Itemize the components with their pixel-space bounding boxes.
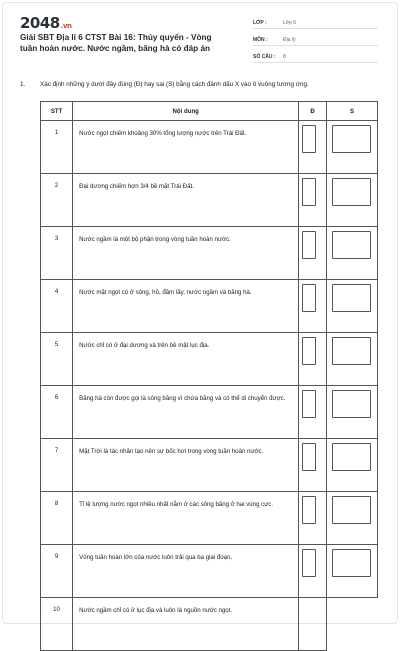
meta-row-count — [253, 49, 378, 63]
header-false: S — [326, 102, 377, 121]
row-statement: Đại dương chiếm hơn 3/4 bề mặt Trái Đất. — [73, 174, 299, 227]
true-checkbox[interactable] — [302, 337, 316, 365]
false-cell — [326, 333, 377, 386]
true-checkbox[interactable] — [302, 231, 316, 259]
false-cell — [326, 280, 377, 333]
false-checkbox[interactable] — [332, 231, 371, 259]
false-checkbox[interactable] — [332, 390, 371, 418]
row-statement: Băng hà còn được gọi là sông băng vì chứa băng và có thể di chuyển được. — [73, 386, 299, 439]
table-row — [41, 174, 378, 227]
true-cell — [299, 280, 327, 333]
table-row — [41, 492, 378, 545]
true-checkbox[interactable] — [302, 125, 316, 153]
header-true: Đ — [299, 102, 327, 121]
row-statement: Nước chỉ có ở đại dương và trên bề mặt lục địa. — [73, 333, 299, 386]
false-cell — [326, 227, 377, 280]
empty-cell — [326, 598, 377, 651]
true-checkbox[interactable] — [302, 390, 316, 418]
false-checkbox[interactable] — [332, 337, 371, 365]
row-statement: Vòng tuần hoàn lớn của nước luôn trải qua ba giai đoạn. — [73, 545, 299, 598]
true-checkbox[interactable] — [302, 549, 316, 577]
row-number: 3 — [41, 227, 73, 280]
false-cell — [326, 545, 377, 598]
table-row — [41, 227, 378, 280]
table-row — [41, 598, 378, 651]
row-number: 2 — [41, 174, 73, 227]
false-checkbox[interactable] — [332, 284, 371, 312]
false-checkbox[interactable] — [332, 443, 371, 471]
meta-panel — [253, 15, 378, 66]
true-checkbox[interactable] — [302, 178, 316, 206]
false-cell — [326, 492, 377, 545]
row-statement: Nước ngọt chiếm khoảng 30% tổng lượng nước trên Trái Đất. — [73, 121, 299, 174]
header-content: Nội dung — [73, 102, 299, 121]
true-checkbox[interactable] — [302, 284, 316, 312]
row-statement: Nước ngầm chỉ có ở lục địa và luôn là nguồn nước ngọt. — [73, 598, 299, 651]
true-cell — [299, 386, 327, 439]
true-cell — [299, 439, 327, 492]
row-number: 10 — [41, 598, 73, 651]
row-statement: Nước ngầm là một bộ phận trong vòng tuần hoàn nước. — [73, 227, 299, 280]
table-row — [41, 439, 378, 492]
row-number: 7 — [41, 439, 73, 492]
false-cell — [326, 121, 377, 174]
false-checkbox[interactable] — [332, 549, 371, 577]
logo-suffix: .vn — [60, 22, 72, 30]
meta-key: LỚP : — [253, 20, 267, 26]
true-cell — [299, 333, 327, 386]
row-number: 5 — [41, 333, 73, 386]
false-cell — [326, 439, 377, 492]
row-number: 1 — [41, 121, 73, 174]
false-checkbox[interactable] — [332, 178, 371, 206]
row-number: 9 — [41, 545, 73, 598]
true-cell — [299, 492, 327, 545]
row-number: 8 — [41, 492, 73, 545]
false-checkbox[interactable] — [332, 496, 371, 524]
table-row — [41, 280, 378, 333]
meta-value: Lớp 6 — [283, 20, 297, 26]
true-cell — [299, 227, 327, 280]
table-row — [41, 121, 378, 174]
row-statement: Tỉ lệ lượng nước ngọt nhiều nhất nằm ở các sông băng ở hai vùng cực. — [73, 492, 299, 545]
table-header-row — [41, 102, 378, 121]
row-statement: Nước mặt ngọt có ở sông, hồ, đầm lầy, nước ngầm và băng hà. — [73, 280, 299, 333]
answer-table — [40, 101, 378, 651]
table-row — [41, 386, 378, 439]
false-checkbox[interactable] — [332, 125, 371, 153]
row-statement: Mặt Trời là tác nhân tạo nên sự bốc hơi trong vòng tuần hoàn nước. — [73, 439, 299, 492]
logo-name: 2048 — [20, 14, 60, 32]
question-text: Xác định những ý dưới đây đúng (Đ) hay sai (S) bằng cách đánh dấu X vào ô vuông tương ứng. — [40, 81, 309, 88]
site-logo[interactable] — [20, 14, 71, 32]
true-cell — [299, 121, 327, 174]
row-number: 6 — [41, 386, 73, 439]
meta-row-class — [253, 15, 378, 29]
true-cell — [299, 174, 327, 227]
header-stt: STT — [41, 102, 73, 121]
false-cell — [326, 386, 377, 439]
true-checkbox[interactable] — [302, 443, 316, 471]
meta-row-subject — [253, 32, 378, 46]
document-title: Giải SBT Địa lí 6 CTST Bài 16: Thủy quyển - Vòng tuần hoàn nước. Nước ngầm, băng hà có đáp án — [20, 33, 212, 53]
true-checkbox[interactable] — [302, 496, 316, 524]
table-row — [41, 545, 378, 598]
true-cell — [299, 545, 327, 598]
true-cell — [299, 598, 327, 651]
meta-key: MÔN : — [253, 37, 268, 43]
meta-value: 8 — [283, 54, 286, 60]
question-number: 1. — [20, 81, 26, 88]
row-number: 4 — [41, 280, 73, 333]
meta-key: SỐ CÂU : — [253, 54, 276, 60]
false-cell — [326, 174, 377, 227]
meta-value: Địa lý — [283, 37, 296, 43]
table-row — [41, 333, 378, 386]
question-prompt — [20, 81, 380, 88]
